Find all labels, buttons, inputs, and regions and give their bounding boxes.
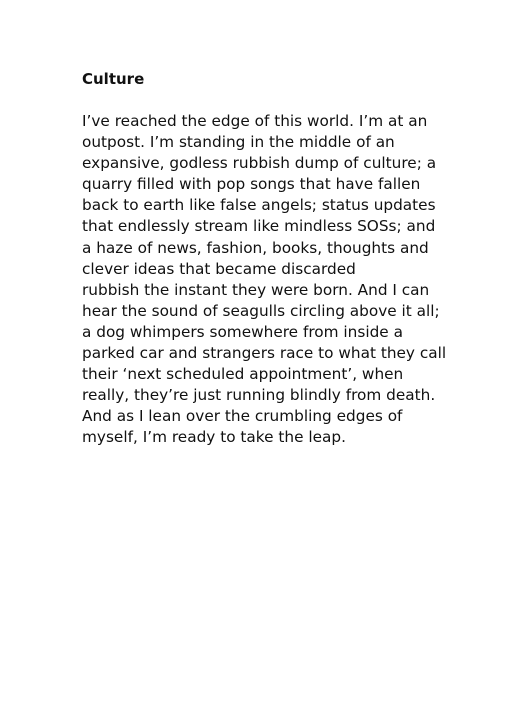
body-line: back to earth like false angels; status updates	[82, 196, 436, 215]
body-line: rubbish the instant they were born. And I can	[82, 280, 430, 299]
body-line: a dog whimpers somewhere from inside a	[82, 322, 403, 341]
body-line: And as I lean over the crumbling edges of	[82, 407, 403, 426]
body-line: really, they’re just running blindly from death.	[82, 386, 436, 405]
body-line: myself, I’m ready to take the leap.	[82, 428, 346, 447]
body-line: I’ve reached the edge of this world. I’m at an	[82, 112, 428, 130]
body-line: clever ideas that became discarded	[82, 259, 356, 278]
body-line: quarry filled with pop songs that have fallen	[82, 175, 421, 194]
body-line: that endlessly stream like mindless SOSs; and	[82, 217, 436, 236]
body-line: hear the sound of seagulls circling above it all;	[82, 301, 440, 320]
body-line: a haze of news, fashion, books, thoughts and	[82, 238, 429, 257]
body-line: their ‘next scheduled appointment’, when	[82, 365, 404, 384]
body-line: expansive, godless rubbish dump of culture; a	[82, 154, 437, 173]
document-body	[82, 111, 447, 449]
body-line: parked car and strangers race to what they call	[82, 344, 447, 363]
body-line: outpost. I’m standing in the middle of an	[82, 133, 395, 152]
document-title: Culture	[82, 70, 145, 88]
